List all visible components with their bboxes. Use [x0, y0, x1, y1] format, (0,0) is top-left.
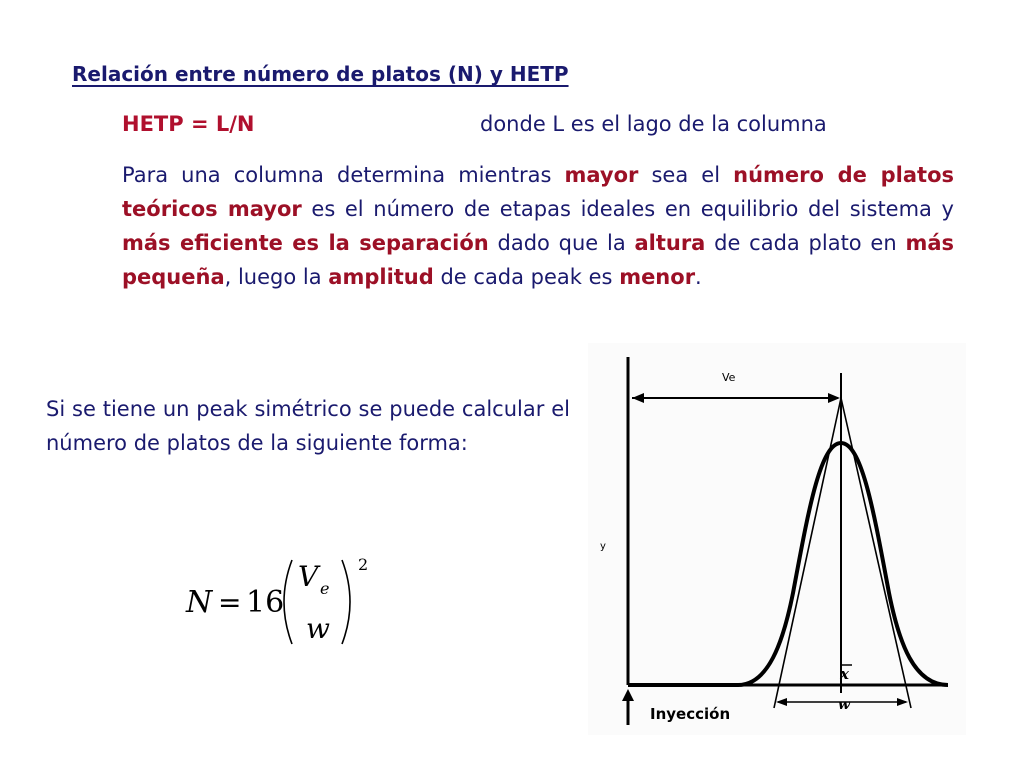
- ve-label: Ve: [722, 371, 736, 384]
- para-highlight: amplitud: [328, 265, 434, 289]
- eq-lhs: N: [186, 585, 213, 620]
- para-highlight: mayor: [564, 163, 639, 187]
- para-text: es el número de etapas ideales en equilibrio del sistema y: [301, 197, 954, 221]
- para-text: sea el: [638, 163, 734, 187]
- para-text: de cada peak es: [433, 265, 620, 289]
- injection-label: Inyección: [650, 705, 731, 723]
- y-label: y: [600, 541, 606, 552]
- w-label: w: [838, 697, 851, 713]
- para-text: dado que la: [488, 231, 635, 255]
- para-text: , luego la: [224, 265, 329, 289]
- eq-coef: 16: [246, 585, 285, 620]
- left-paren-icon: [284, 560, 292, 644]
- plate-number-equation: [180, 540, 380, 660]
- para-highlight: menor: [619, 265, 696, 289]
- para-highlight: más eficiente es la separación: [122, 231, 489, 255]
- explanation-paragraph: [122, 158, 954, 294]
- hetp-note: donde L es el lago de la columna: [480, 112, 827, 136]
- eq-exponent: 2: [358, 555, 369, 574]
- right-paren-icon: [342, 560, 350, 644]
- figure-background: [588, 343, 966, 735]
- hetp-formula: HETP = L/N: [122, 112, 255, 136]
- eq-denominator: w: [306, 612, 330, 645]
- para-text: de cada plato en: [705, 231, 906, 255]
- eq-subscript: e: [320, 579, 330, 598]
- para-highlight: número de platos teóricos mayor: [122, 163, 955, 221]
- chromatogram-figure: [588, 343, 966, 735]
- para-text: Para una columna determina mientras: [122, 163, 565, 187]
- para-highlight: más pequeña: [122, 231, 954, 289]
- para-text: .: [695, 265, 702, 289]
- eq-numerator: V: [298, 560, 319, 593]
- symmetric-peak-text: Si se tiene un peak simétrico se puede calcular el número de platos de la siguiente forma:: [46, 397, 570, 455]
- page-title: Relación entre número de platos (N) y HETP: [72, 62, 569, 86]
- para-highlight: altura: [634, 231, 706, 255]
- xbar-label: x: [840, 665, 849, 683]
- eq-equals: =: [218, 586, 242, 619]
